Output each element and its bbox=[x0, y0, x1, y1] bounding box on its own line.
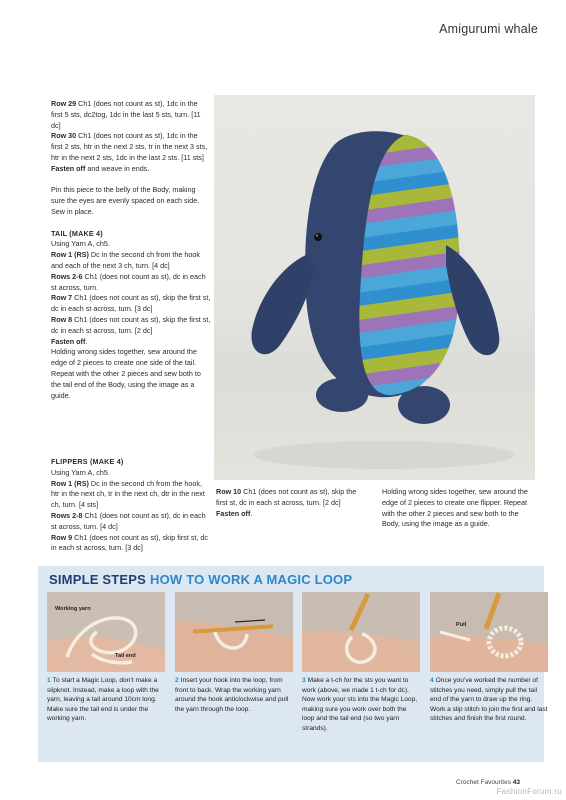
fasten-off: Fasten off and weave in ends. bbox=[51, 163, 150, 173]
pattern-column-middle bbox=[216, 487, 366, 519]
tail-fasten-off: Fasten off. bbox=[51, 336, 88, 346]
step-3-photo bbox=[302, 592, 420, 672]
tail-rows-2-6: Rows 2-6 Ch1 (does not count as st), dc in each st across, turn. bbox=[51, 271, 206, 292]
simple-steps-panel bbox=[38, 566, 548, 762]
step-1-photo bbox=[47, 592, 165, 672]
tail-row-7: Row 7 Ch1 (does not count as st), skip the first st, dc in each st across, turn. [3 dc] bbox=[51, 293, 211, 314]
flippers-finish: Holding wrong sides together, sew around the edge of 2 pieces to create one flipper. Repeat with the other 2 pieces and sew both to the Body, using the image as a guide. bbox=[382, 487, 528, 529]
pin-instruction: Pin this piece to the belly of the Body, making sure the eyes are evenly spaced on each side. bbox=[51, 185, 200, 206]
row-29: Row 29 Ch1 (does not count as st), 1dc in the first 5 sts, dc2tog, 1dc in the last 5 sts, turn. [11 dc] bbox=[51, 99, 201, 130]
working-yarn-label: Working yarn bbox=[55, 606, 91, 612]
pattern-column-right bbox=[382, 487, 532, 530]
tail-repeat: Repeat with the other 2 pieces and sew both to the tail end of the Body, using the image as a guide. bbox=[51, 368, 201, 400]
page-header-title: Amigurumi whale bbox=[439, 22, 538, 36]
step-2-photo bbox=[175, 592, 293, 672]
tail-using: Using Yarn A, ch5. bbox=[51, 239, 110, 249]
pattern-column-flippers bbox=[51, 457, 211, 554]
page-footer bbox=[456, 779, 520, 786]
step-1-text: 1 To start a Magic Loop, don’t make a slipknot. Instead, make a loop with the yarn, leaving a tail around 10cm long. Make sure the tail end is under the working yarn. bbox=[47, 677, 159, 723]
step-4-text: 4 Once you’ve worked the number of stitches you need, simply pull the tail end of the yarn to draw up the ring. Work a slip stitch to join the first and last stitches and finish the first round. bbox=[430, 677, 548, 723]
steps-title: SIMPLE STEPS HOW TO WORK A MAGIC LOOP bbox=[49, 572, 353, 587]
tail-holding: Holding wrong sides together, sew around the edge of 2 pieces to create one side of the tail. bbox=[51, 347, 197, 368]
tail-heading: TAIL (MAKE 4) bbox=[51, 228, 103, 238]
step-3-text: 3 Make a t-ch for the sts you want to work (above, we made 1 t-ch for dc). Now work your sts into the Magic Loop, making sure you work over both the loop and the tail end (so two yarn strands). bbox=[302, 677, 418, 732]
flippers-row-10: Row 10 Ch1 (does not count as st), skip the first st, dc in each st across, turn. [2 dc] bbox=[216, 487, 357, 507]
pull-label: Pull bbox=[456, 622, 467, 628]
whale-photo bbox=[214, 95, 535, 480]
sew-instruction: Sew in place. bbox=[51, 206, 94, 216]
flippers-row-9: Row 9 Ch1 (does not count as st), skip first st, dc in each st across, turn. [3 dc] bbox=[51, 532, 208, 553]
flippers-heading: FLIPPERS (MAKE 4) bbox=[51, 457, 124, 466]
flippers-using: Using Yarn A, ch5. bbox=[51, 467, 110, 477]
tail-row-1: Row 1 (RS) Dc in the second ch from the hook and each of the next 3 ch, turn. [4 dc] bbox=[51, 250, 201, 270]
magazine-name: Crochet Favourites bbox=[456, 779, 511, 786]
step-4-photo bbox=[430, 592, 548, 672]
watermark-text: FashionForum.ru bbox=[496, 787, 562, 796]
flippers-row-1: Row 1 (RS) Dc in the second ch from the hook, htr in the next ch, tr in the next ch, dtr in the next ch, turn. [4 sts] bbox=[51, 478, 205, 510]
page-number: 43 bbox=[512, 779, 520, 786]
pattern-column-left bbox=[51, 99, 211, 401]
flippers-rows-2-8: Rows 2-8 Ch1 (does not count as st), dc in each st across, turn. [4 dc] bbox=[51, 510, 206, 531]
row-30: Row 30 Ch1 (does not count as st), 1dc in the first 2 sts, htr in the next 2 sts, tr in the next 3 sts, htr in the next 2 sts, 1dc in the last 2 sts. [11 sts] bbox=[51, 131, 208, 162]
step-2-text: 2 Insert your hook into the loop, from front to back. Wrap the working yarn around the hook anticlockwise and pull the yarn through the loop. bbox=[175, 677, 289, 713]
tail-end-label: Tail end bbox=[115, 653, 136, 659]
flippers-fasten-off: Fasten off. bbox=[216, 508, 253, 518]
tail-row-8: Row 8 Ch1 (does not count as st), skip the first st, dc in each st across, turn. [2 dc] bbox=[51, 314, 211, 335]
